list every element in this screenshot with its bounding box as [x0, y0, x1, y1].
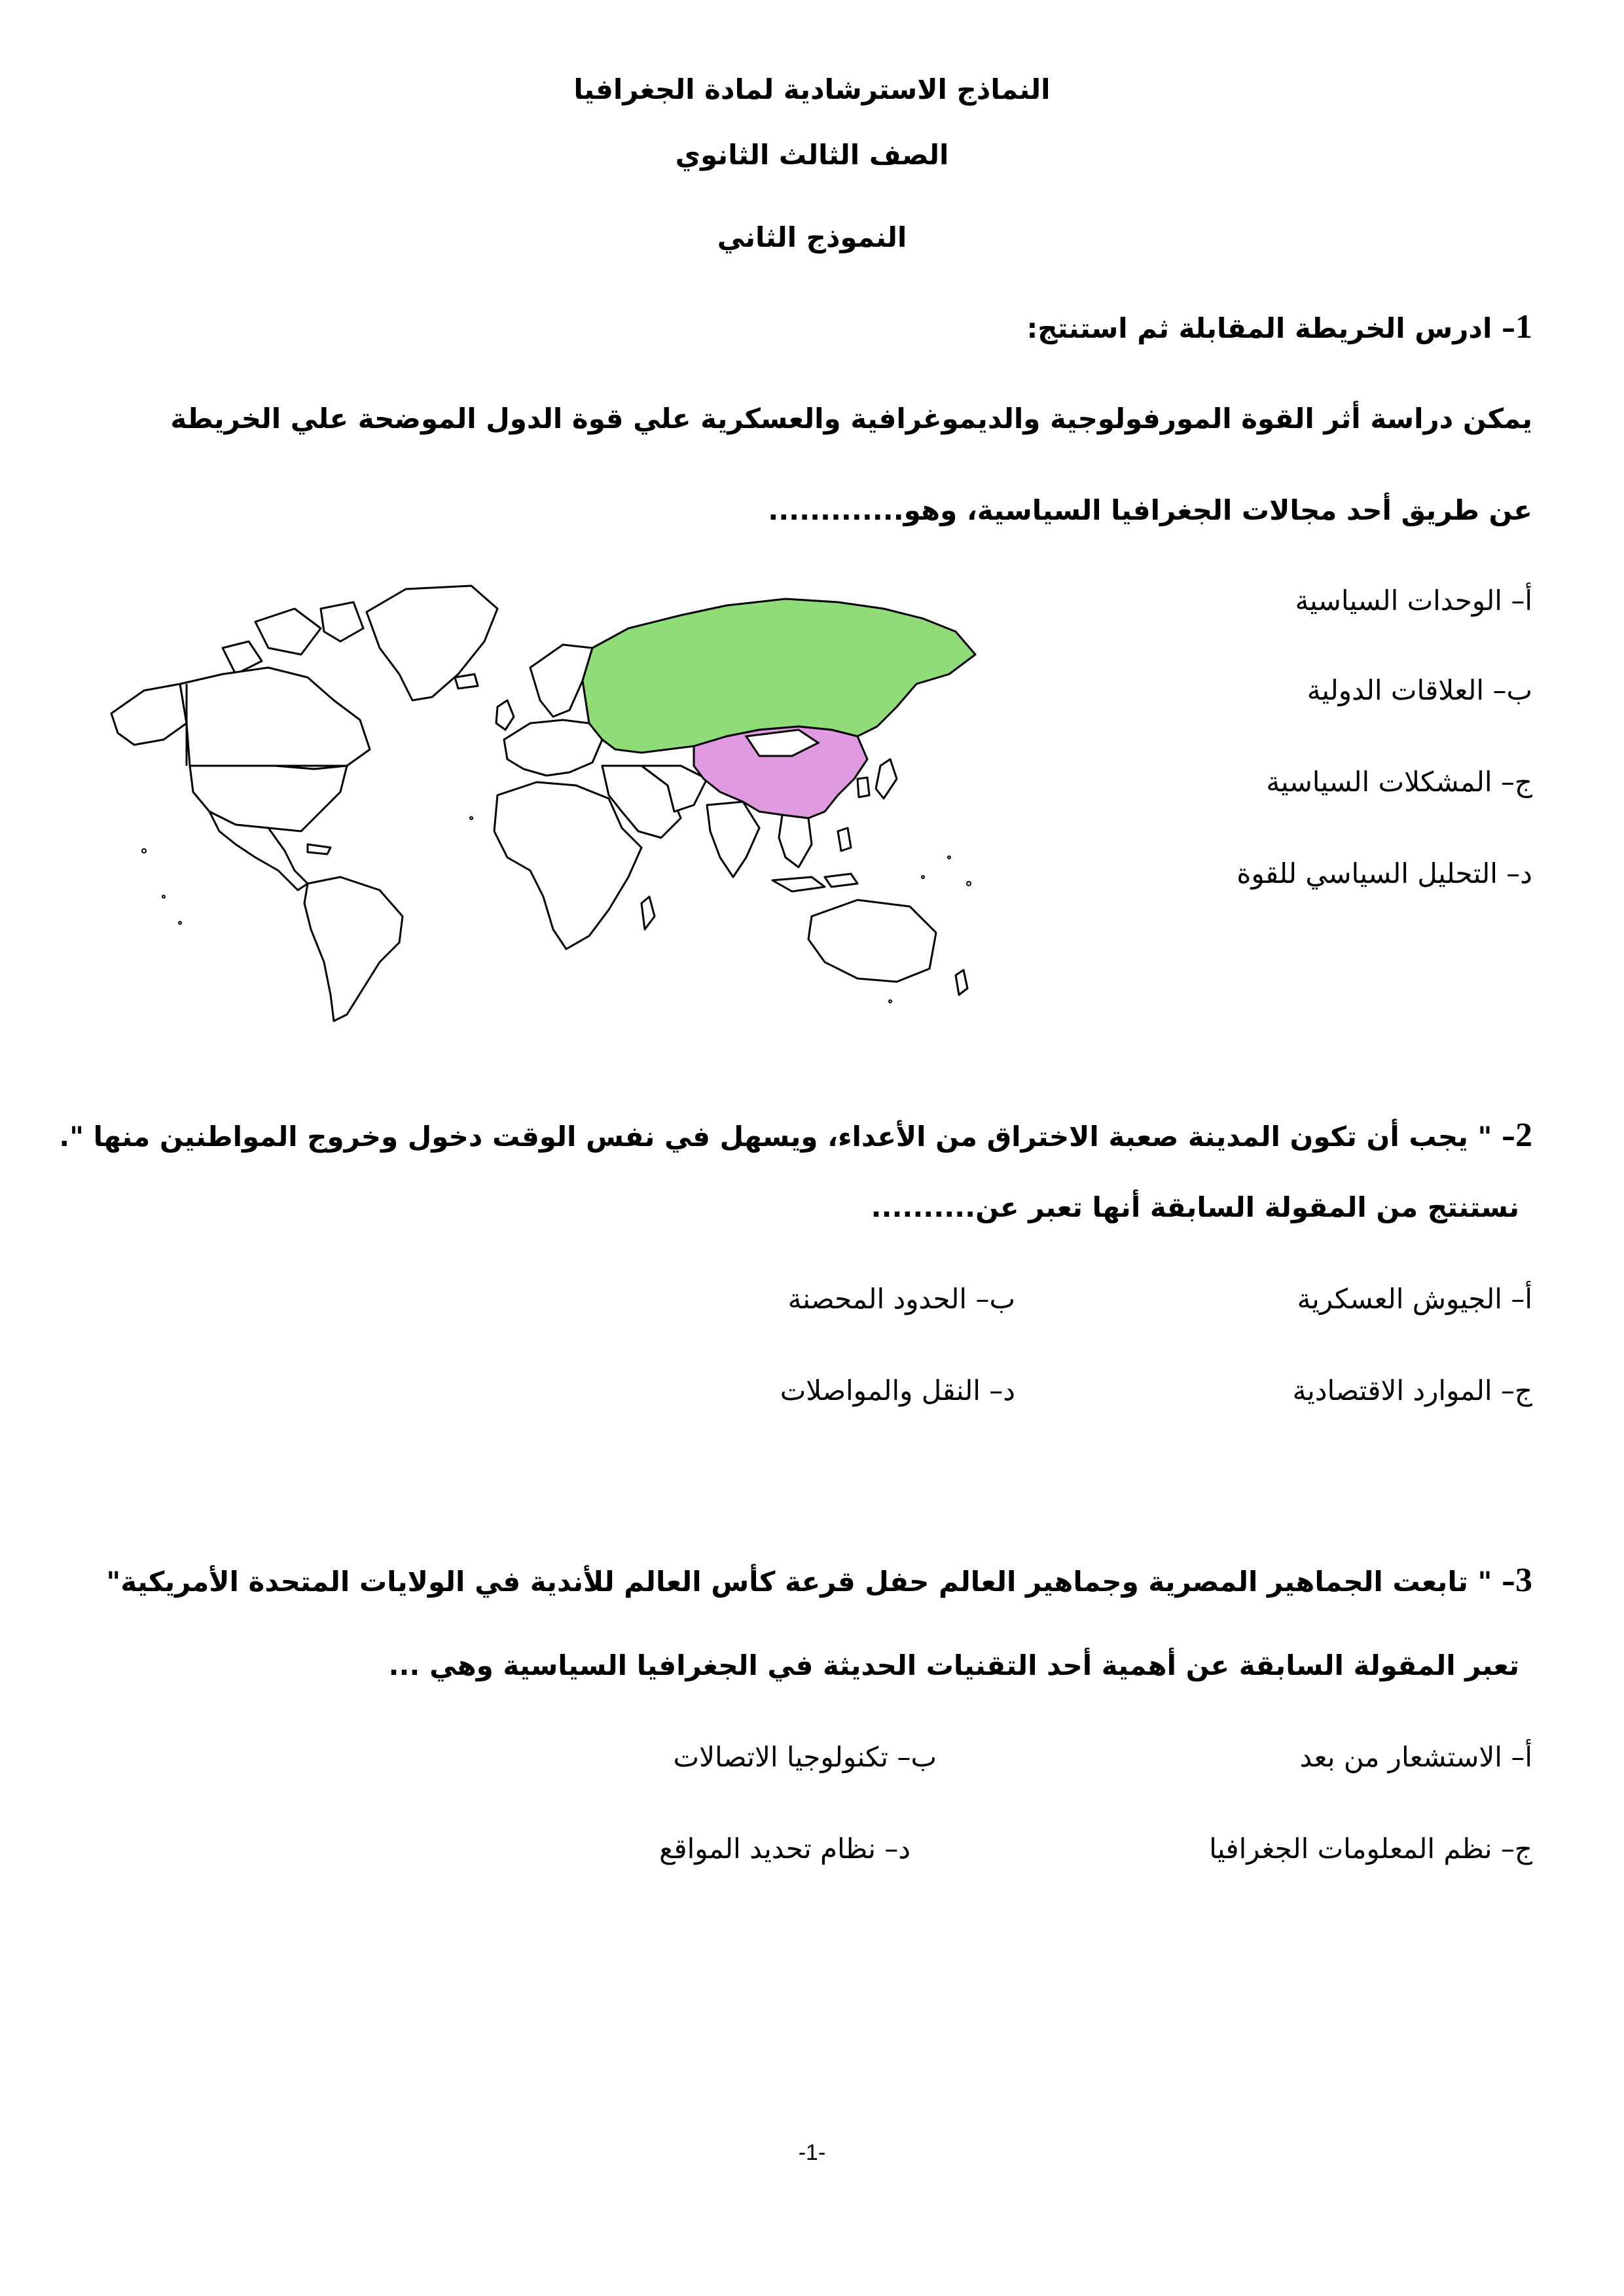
world-map	[105, 569, 982, 1028]
question-3-option-d: د– نظام تحديد المواقع	[659, 1833, 911, 1865]
question-3-option-a: أ– الاستشعار من بعد	[1299, 1741, 1532, 1773]
question-1-option-d: د– التحليل السياسي للقوة	[1236, 857, 1532, 889]
question-1-option-b: ب– العلاقات الدولية	[1307, 674, 1532, 706]
map-india	[707, 802, 759, 877]
map-canada	[180, 668, 370, 769]
question-3-option-c: ج– نظم المعلومات الجغرافيا	[1209, 1833, 1532, 1865]
question-2-option-a: أ– الجيوش العسكرية	[1297, 1283, 1532, 1315]
question-3-number: 3	[1515, 1562, 1532, 1599]
question-2-option-d: د– النقل والمواصلات	[780, 1374, 1015, 1407]
question-1-number: 1	[1515, 308, 1532, 346]
question-3-line-1: – " تابعت الجماهير المصرية وجماهير العالم حفل قرعة كأس العالم للأندية في الولايات المتحدة الأمريكية"	[106, 1566, 1515, 1598]
map-arctic-islands	[255, 609, 321, 655]
question-1-prompt	[1026, 308, 1532, 346]
question-2-line-2: نستنتج من المقولة السابقة أنها تعبر عن..........	[871, 1191, 1519, 1223]
grade-label: الصف الثالث الثانوي	[675, 139, 949, 171]
question-1-line-1: – ادرس الخريطة المقابلة ثم استنتج:	[1026, 312, 1515, 344]
question-3-prompt	[106, 1561, 1532, 1600]
question-1-line-2: يمكن دراسة أثر القوة المورفولوجية والديموغرافية والعسكرية علي قوة الدول الموضحة علي الخريطة	[170, 403, 1532, 435]
map-alaska	[111, 684, 187, 745]
document-title: النماذج الاسترشادية لمادة الجغرافيا	[573, 73, 1051, 105]
question-1-line-3: عن طريق أحد مجالات الجغرافيا السياسية، وهو.............	[768, 494, 1532, 526]
page-number: -1-	[798, 2140, 826, 2165]
question-2-option-b: ب– الحدود المحصنة	[787, 1283, 1015, 1315]
map-japan	[876, 759, 897, 798]
question-2-number: 2	[1515, 1117, 1532, 1154]
model-label: النموذج الثاني	[717, 221, 907, 253]
map-uk	[496, 700, 514, 730]
question-1-option-a: أ– الوحدات السياسية	[1295, 584, 1532, 617]
question-2-option-c: ج– الموارد الاقتصادية	[1292, 1374, 1532, 1407]
question-3-option-b: ب– تكنولوجيا الاتصالات	[673, 1741, 937, 1773]
map-europe	[504, 720, 602, 776]
question-2-line-1: – " يجب أن تكون المدينة صعبة الاختراق من الأعداء، ويسهل في نفس الوقت دخول وخروج المواطنين منها ".	[59, 1121, 1515, 1153]
question-1-option-c: ج– المشكلات السياسية	[1266, 766, 1532, 798]
map-southeast-asia	[779, 815, 812, 867]
question-3-line-2: تعبر المقولة السابقة عن أهمية أحد التقنيات الحديثة في الجغرافيا السياسية وهي ...	[388, 1649, 1519, 1681]
question-2-prompt	[59, 1116, 1532, 1155]
map-south-america	[304, 877, 403, 1021]
map-australia	[808, 900, 936, 982]
